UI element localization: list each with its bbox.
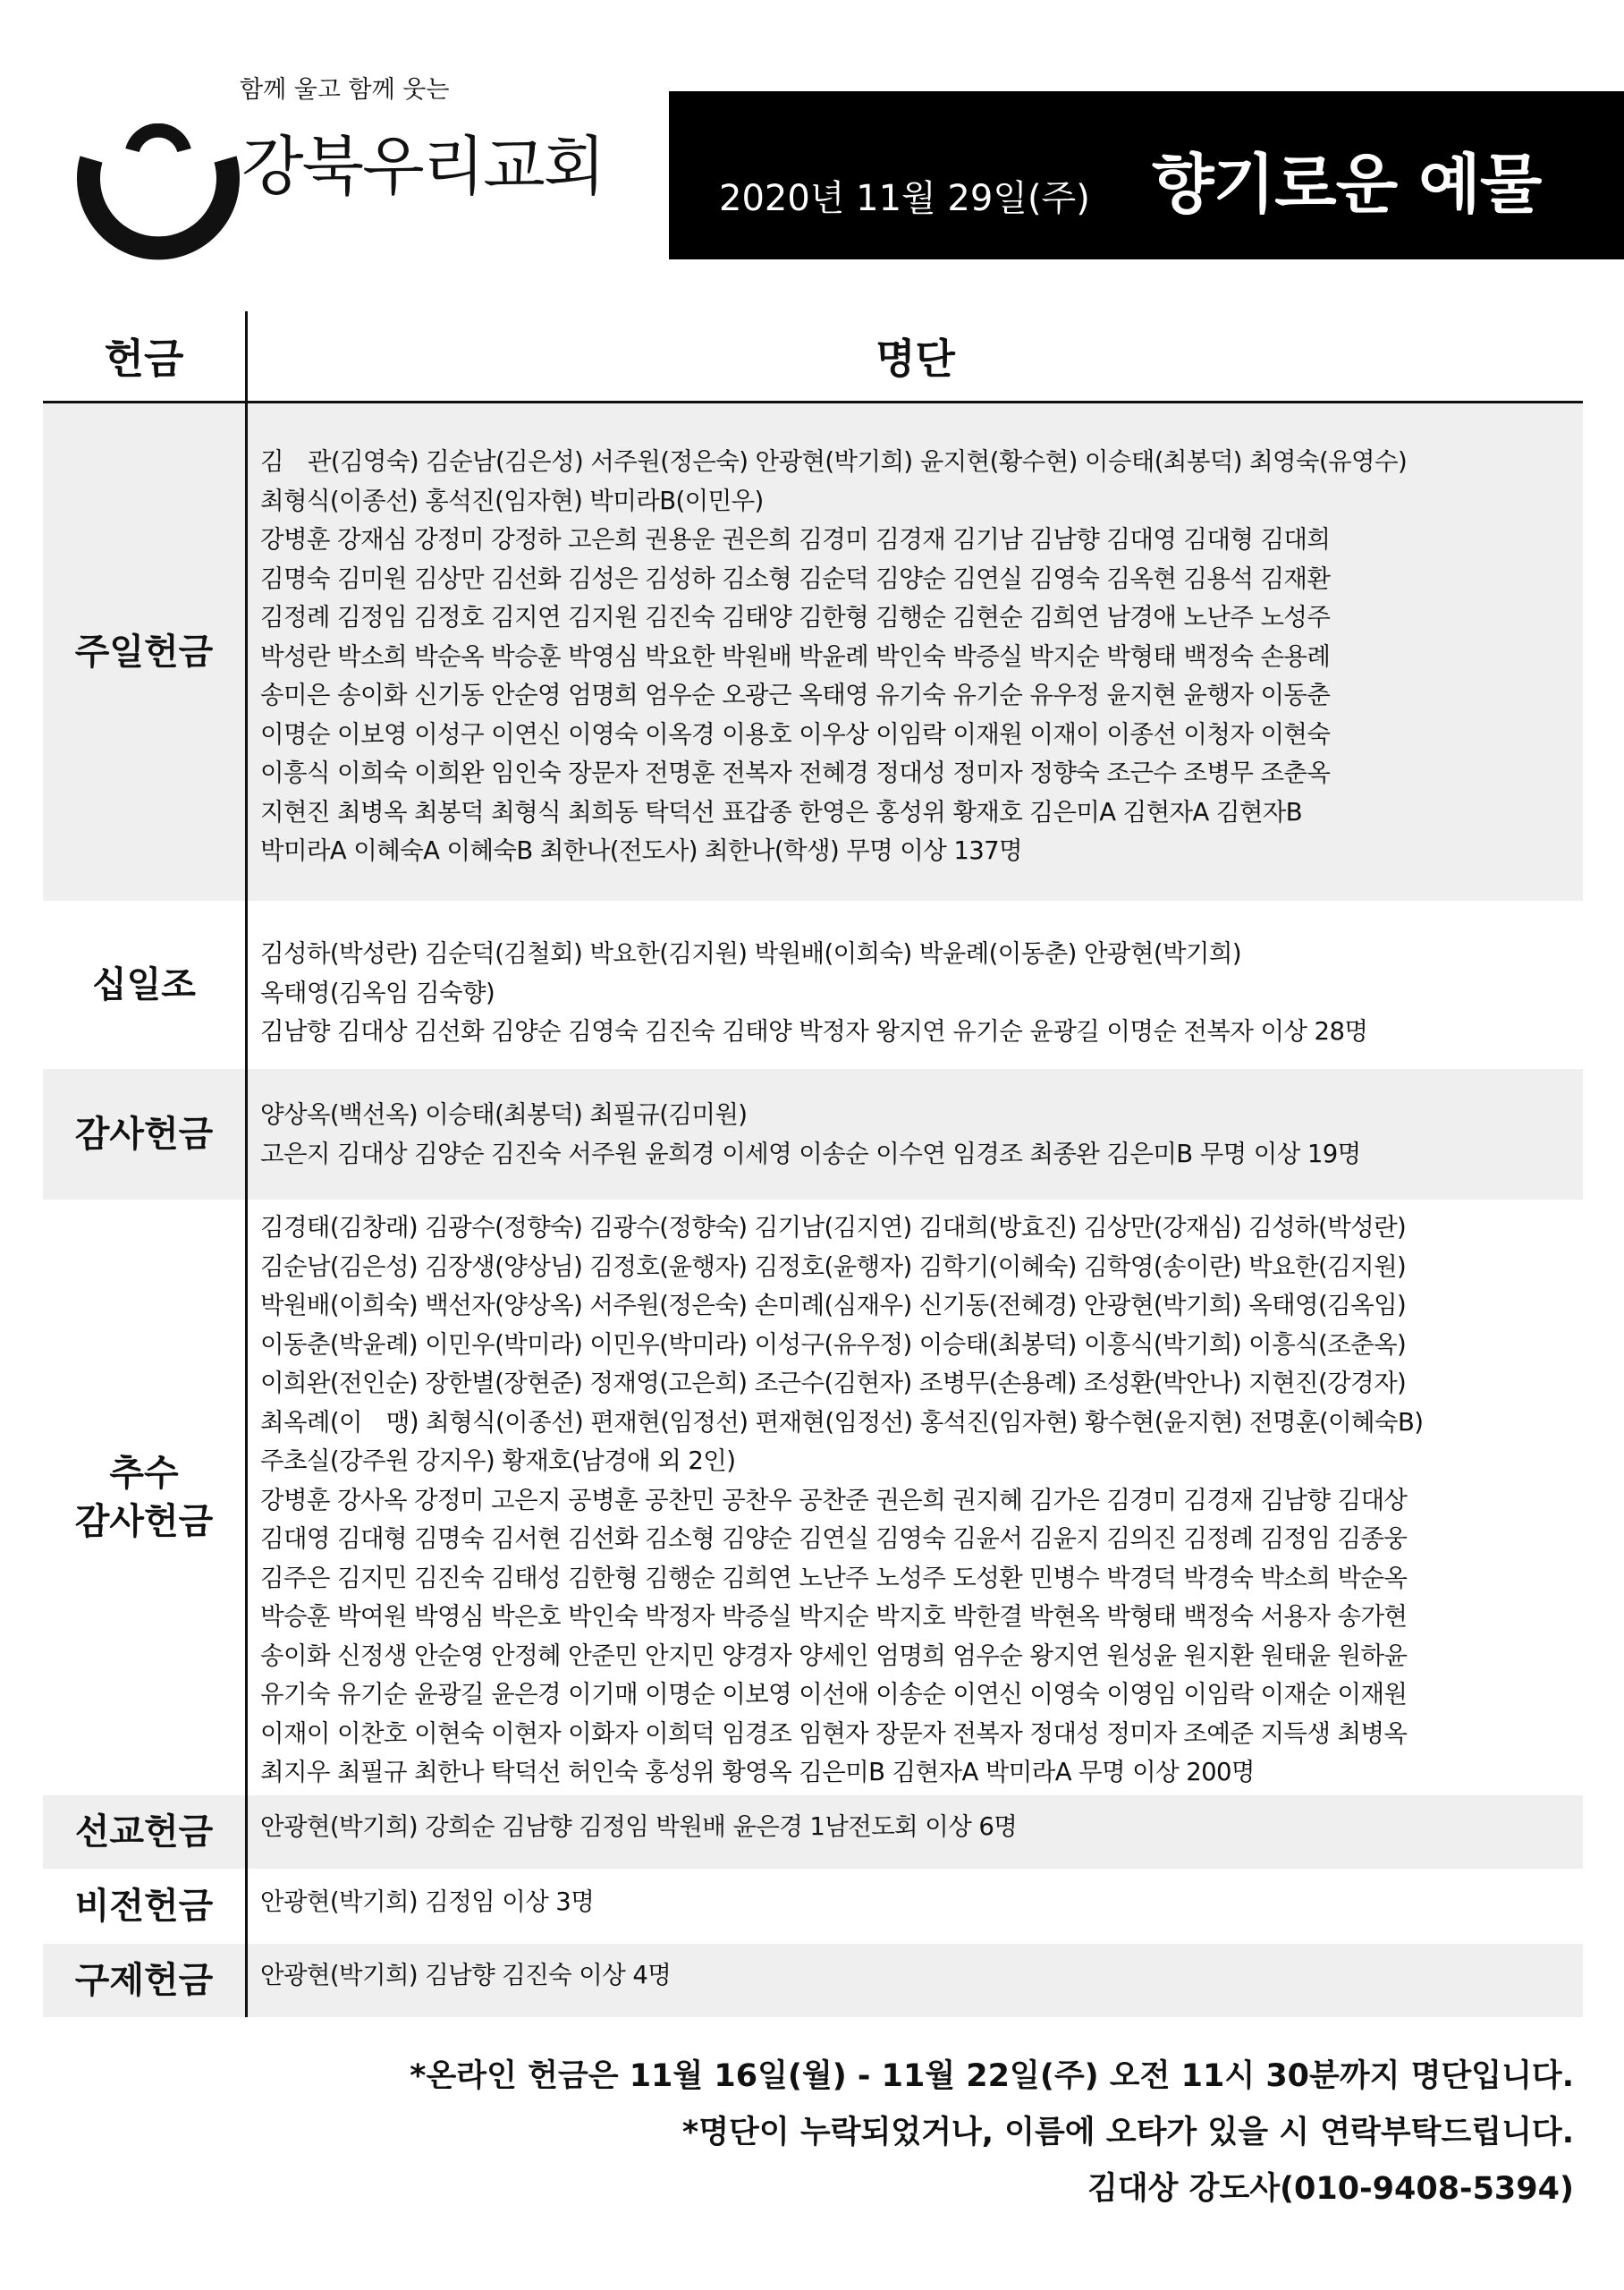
row-names: 안광현(박기희) 김남향 김진숙 이상 4명 [260, 1961, 672, 1989]
row-category: 주일헌금 [43, 403, 248, 901]
table-header [43, 311, 1583, 403]
row-names: 안광현(박기희) 김정임 이상 3명 [260, 1887, 595, 1916]
table-row-sunday [43, 403, 1583, 901]
row-category: 구제헌금 [43, 1944, 248, 2017]
contact-info: 김대상 강도사(010-9408-5394) [1087, 2171, 1574, 2207]
page-title: 향기로운 예물 [1152, 147, 1542, 222]
title-banner [669, 91, 1624, 259]
row-category: 비전헌금 [43, 1869, 248, 1944]
offering-table [43, 311, 1583, 2017]
table-row-mission [43, 1795, 1583, 1869]
note-contact-request: *명단이 누락되었거나, 이름에 오타가 있을 시 연락부탁드립니다. [681, 2115, 1574, 2150]
row-names: 김 관(김영숙) 김순남(김은성) 서주원(정은숙) 안광현(박기희) 윤지현(황수현) 이승태(최봉덕) 최영숙(유영수) 최형식(이종선) 홍석진(임자현) 박미라B(이민우) 강병훈 강재심 강정미 강정하 고은희 권용운 권은희 김경미 김경재 김기남 김남향 김대영 김대형 김대희 김명숙 김미원 김상만 김선화 김성은 김성하 김소형 김순덕 김양순 김연실 김영숙 김옥현 김용석 김재환 김정례 김정임 김정호 김지연 김지원 김진숙 김태양 김한형 김행순 김현순 김희연 남경애 노난주 노성주 박성란 박소희 박순옥 박승훈 박영심 박요한 박원배 박윤례 박인숙 박증실 박지순 박형태 백정숙 손용례 송미은 송이화 신기동 안순영 엄명희 엄우순 오광근 옥태영 유기숙 유기순 유우정 윤지현 윤행자 이동춘 이명순 이보영 이성구 이연신 이영숙 이옥경 이용호 이우상 이임락 이재원 이재이 이종선 이청자 이현숙 이흥식 이희숙 이희완 임인숙 장문자 전명훈 전복자 전혜경 정대성 정미자 정향숙 조근수 조병무 조춘옥 지현진 최병옥 최봉덕 최형식 최희동 탁덕선 표갑종 한영은 홍성위 황재호 김은미A 김현자A 김현자B 박미라A 이혜숙A 이혜숙B 최한나(전도사) 최한나(학생) 무명 이상 137명 [260, 447, 1408, 865]
table-row-harvest [43, 1200, 1583, 1795]
row-names: 김성하(박성란) 김순덕(김철회) 박요한(김지원) 박원배(이희숙) 박윤례(이동춘) 안광현(박기희) 옥태영(김옥임 김숙향) 김남향 김대상 김선화 김양순 김영숙 김진숙 김태양 박정자 왕지연 유기순 윤광길 이명순 전복자 이상 28명 [260, 939, 1368, 1046]
column-header-category: 헌금 [104, 335, 184, 383]
row-names: 양상옥(백선옥) 이승태(최봉덕) 최필규(김미원) 고은지 김대상 김양순 김진숙 서주원 윤희경 이세영 이송순 이수연 임경조 최종완 김은미B 무명 이상 19명 [260, 1100, 1361, 1168]
table-row-thanks [43, 1069, 1583, 1200]
table-row-tithe [43, 901, 1583, 1069]
church-name: 강북우리교회 [241, 129, 605, 204]
row-category: 추수 감사헌금 [43, 1200, 248, 1795]
note-online-offering: *온라인 헌금은 11월 16일(월) - 11월 22일(주) 오전 11시 30분까지 명단입니다. [410, 2058, 1574, 2094]
row-category: 감사헌금 [43, 1069, 248, 1200]
row-names: 김경태(김창래) 김광수(정향숙) 김광수(정향숙) 김기남(김지연) 김대희(방효진) 김상만(강재심) 김성하(박성란) 김순남(김은성) 김장생(양상님) 김정호(윤행자) 김정호(윤행자) 김학기(이혜숙) 김학영(송이란) 박요한(김지원) 박원배(이희숙) 백선자(양상옥) 서주원(정은숙) 손미례(심재우) 신기동(전혜경) 안광현(박기희) 옥태영(김옥임) 이동춘(박윤례) 이민우(박미라) 이민우(박미라) 이성구(유우정) 이승태(최봉덕) 이흥식(박기희) 이흥식(조춘옥) 이희완(전인순) 장한별(장현준) 정재영(고은희) 조근수(김현자) 조병무(손용례) 조성환(박안나) 지현진(강경자) 최옥례(이 맹) 최형식(이종선) 편재현(임정선) 편재현(임정선) 홍석진(임자현) 황수현(윤지현) 전명훈(이혜숙B) 주초실(강주원 강지우) 황재호(남경애 외 2인) 강병훈 강사옥 강정미 고은지 공병훈 공찬민 공찬우 공찬준 권은희 권지혜 김가은 김경미 김경재 김남향 김대상 김대영 김대형 김명숙 김서현 김선화 김소형 김양순 김연실 김영숙 김윤서 김윤지 김의진 김정례 김정임 김종웅 김주은 김지민 김진숙 김태성 김한형 김행순 김희연 노난주 노성주 도성환 민병수 박경덕 박경숙 박소희 박순옥 박승훈 박여원 박영심 박은호 박인숙 박정자 박증실 박지순 박지호 박한결 박현옥 박형태 백정숙 서용자 송가현 송이화 신정생 안순영 안정혜 안준민 안지민 양경자 양세인 엄명희 엄우순 왕지연 원성윤 원지환 원태윤 원하윤 유기숙 유기순 윤광길 윤은경 이기매 이명순 이보영 이선애 이송순 이연신 이영숙 이영임 이임락 이재순 이재원 이재이 이찬호 이현숙 이현자 이화자 이희덕 임경조 임현자 장문자 전복자 정대성 정미자 조예준 지득생 최병옥 최지우 최필규 최한나 탁덕선 허인숙 홍성위 황영옥 김은미B 김현자A 박미라A 무명 이상 200명 [260, 1213, 1424, 1786]
church-logo-icon [73, 123, 243, 293]
footer-notes [410, 2048, 1574, 2218]
table-row-vision [43, 1869, 1583, 1944]
row-names: 안광현(박기희) 강희순 김남향 김정임 박원배 윤은경 1남전도회 이상 6명 [260, 1812, 1018, 1841]
table-row-relief [43, 1944, 1583, 2017]
church-tagline: 함께 울고 함께 웃는 [240, 76, 450, 104]
bulletin-date: 2020년 11월 29일(주) [719, 178, 1090, 219]
column-header-names: 명단 [875, 335, 955, 383]
row-category: 십일조 [43, 901, 248, 1069]
row-category: 선교헌금 [43, 1795, 248, 1869]
